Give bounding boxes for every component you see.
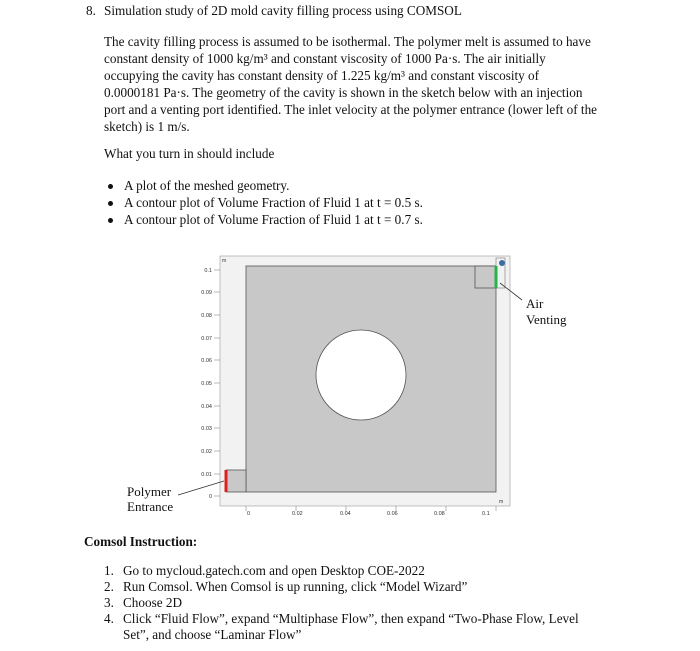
circular-hole — [316, 330, 406, 420]
x-tick-label: 0.1 — [482, 511, 490, 517]
y-axis-unit: m — [222, 258, 227, 264]
polymer-entrance-label: Polymer — [127, 484, 172, 499]
bullet-item: A plot of the meshed geometry. — [124, 178, 290, 193]
y-tick-label: 0.07 — [201, 336, 212, 342]
y-axis-labels — [201, 268, 212, 500]
y-tick-label: 0.08 — [201, 313, 212, 319]
x-tick-label: 0.06 — [387, 511, 398, 517]
polymer-entrance-pointer — [178, 481, 224, 495]
description-line: constant density of 1000 kg/m³ and constant viscosity of 1000 Pa·s. The air initially — [104, 51, 546, 66]
y-tick-label: 0.01 — [201, 472, 212, 478]
y-tick-label: 0.09 — [201, 290, 212, 296]
turn-in-heading: What you turn in should include — [104, 146, 275, 161]
step-text: Click “Fluid Flow”, expand “Multiphase Flow”, then expand “Two-Phase Flow, Level — [123, 611, 579, 626]
step-text: Go to mycloud.gatech.com and open Desktop COE-2022 — [123, 563, 425, 578]
step-number: 4. — [104, 611, 114, 626]
instructions-heading: Comsol Instruction: — [84, 534, 198, 549]
problem-number: 8. — [86, 3, 96, 18]
x-tick-label: 0.02 — [292, 511, 303, 517]
y-tick-label: 0.06 — [201, 358, 212, 364]
description-line: The cavity filling process is assumed to be isothermal. The polymer melt is assumed to have — [104, 34, 591, 49]
bullet-item: A contour plot of Volume Fraction of Fluid 1 at t = 0.7 s. — [124, 212, 423, 227]
inlet-port — [226, 470, 246, 492]
x-axis-labels — [247, 511, 490, 517]
x-tick-label: 0.04 — [340, 511, 351, 517]
x-axis-unit: m — [499, 499, 504, 505]
x-tick-label: 0 — [247, 511, 251, 517]
step-text: Set”, and choose “Laminar Flow” — [123, 627, 302, 642]
step-number: 3. — [104, 595, 114, 610]
step-text: Choose 2D — [123, 595, 182, 610]
polymer-entrance-label: Entrance — [127, 499, 174, 514]
y-tick-label: 0.1 — [204, 268, 212, 274]
step-text: Run Comsol. When Comsol is up running, click “Model Wizard” — [123, 579, 468, 594]
description-line: occupying the cavity has constant density of 1.225 kg/m³ and constant viscosity of — [104, 68, 540, 83]
description-line: port and a venting port identified. The inlet velocity at the polymer entrance (lower left of the — [104, 102, 598, 117]
step-number: 2. — [104, 579, 114, 594]
air-venting-label: Air — [526, 296, 544, 311]
description-line: 0.0000181 Pa·s. The geometry of the cavity is shown in the sketch below with an injection — [104, 85, 583, 100]
y-tick-label: 0.03 — [201, 426, 212, 432]
x-axis-ticks — [246, 506, 496, 511]
vent-port — [475, 266, 496, 288]
y-axis-ticks — [214, 270, 220, 496]
y-tick-label: 0.04 — [201, 404, 212, 410]
y-tick-label: 0.02 — [201, 449, 212, 455]
bullet-item: A contour plot of Volume Fraction of Fluid 1 at t = 0.5 s. — [124, 195, 423, 210]
description-line: sketch) is 1 m/s. — [104, 119, 190, 134]
y-tick-label: 0 — [208, 494, 212, 500]
y-tick-label: 0.05 — [201, 381, 212, 387]
gizmo-icon — [499, 260, 505, 266]
step-number: 1. — [104, 563, 114, 578]
air-venting-label: Venting — [526, 312, 567, 327]
problem-title: Simulation study of 2D mold cavity filling process using COMSOL — [104, 3, 462, 18]
x-tick-label: 0.08 — [434, 511, 445, 517]
